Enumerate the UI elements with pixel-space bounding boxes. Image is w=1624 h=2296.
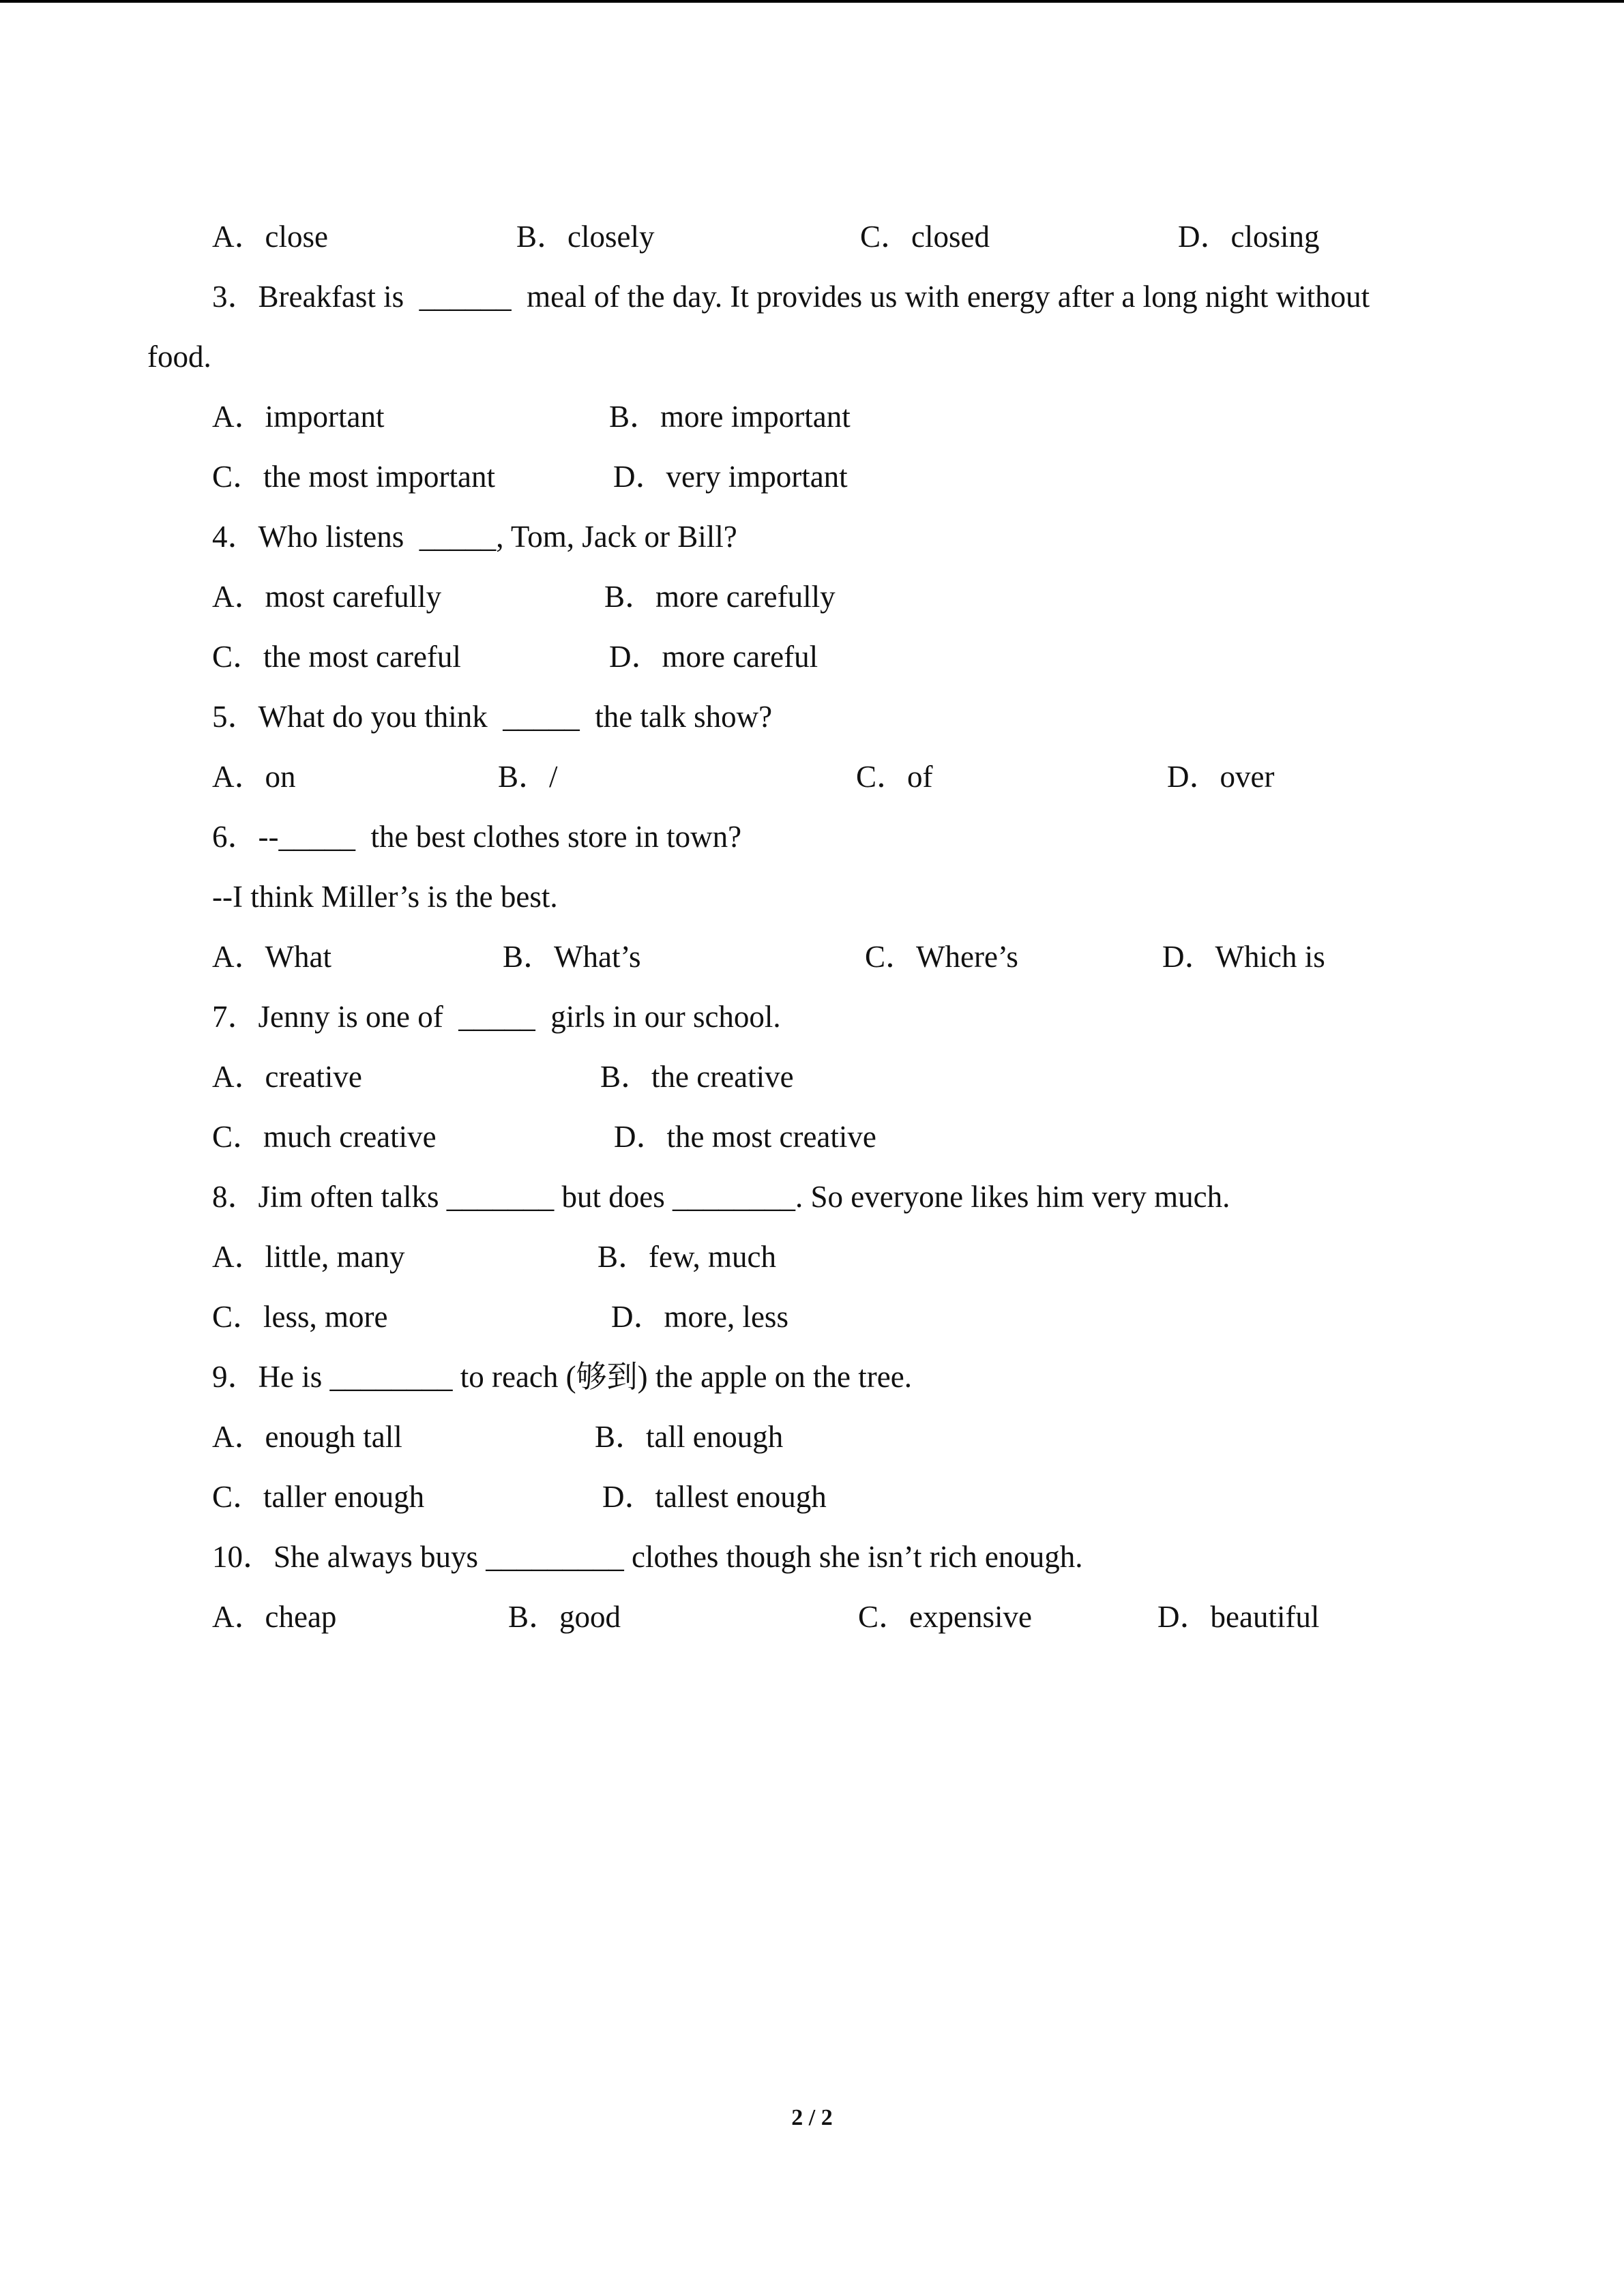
- q9-text: 9．He is ________ to reach (够到) the apple on the tree.: [212, 1360, 912, 1394]
- q4-options-row-2: [0, 629, 1624, 684]
- q6-reply-text: --I think Miller’s is the best.: [212, 880, 558, 914]
- q6-options-row: [0, 929, 1624, 984]
- q4-option-a: A．most carefully: [212, 580, 442, 614]
- q4-text: 4．Who listens _____, Tom, Jack or Bill?: [212, 520, 737, 554]
- q4-option-d: D．more careful: [609, 640, 818, 674]
- q5-option-d: D．over: [1167, 760, 1275, 794]
- q2-option-c: C．closed: [860, 220, 990, 254]
- q10-stem: [0, 1530, 1624, 1584]
- q5-option-b: B．/: [498, 760, 558, 794]
- q8-options-row-2: [0, 1289, 1624, 1344]
- q8-stem: [0, 1169, 1624, 1224]
- q6-option-b: B．What’s: [503, 940, 641, 974]
- q5-option-c: C．of: [856, 760, 933, 794]
- q5-options-row: [0, 749, 1624, 804]
- q10-option-a: A．cheap: [212, 1600, 337, 1634]
- q3-options-row-1: [0, 389, 1624, 444]
- q2-option-a: A．close: [212, 220, 328, 254]
- q4-option-c: C．the most careful: [212, 640, 461, 674]
- q3-option-d: D．very important: [613, 460, 848, 494]
- q8-option-b: B．few, much: [597, 1240, 777, 1274]
- q9-option-a: A．enough tall: [212, 1420, 402, 1454]
- q2-option-b: B．closely: [516, 220, 655, 254]
- q3-option-c: C．the most important: [212, 460, 495, 494]
- q4-stem: [0, 509, 1624, 564]
- q7-option-c: C．much creative: [212, 1120, 437, 1154]
- q4-options-row-1: [0, 569, 1624, 624]
- q9-option-d: D．tallest enough: [602, 1480, 827, 1514]
- q2-option-d: D．closing: [1178, 220, 1320, 254]
- q6-option-a: A．What: [212, 940, 331, 974]
- q6-option-d: D．Which is: [1162, 940, 1325, 974]
- q5-option-a: A．on: [212, 760, 296, 794]
- q8-text: 8．Jim often talks _______ but does ________. So everyone likes him very much.: [212, 1180, 1230, 1214]
- q2-options-row: [0, 209, 1624, 264]
- q7-text: 7．Jenny is one of _____ girls in our school.: [212, 1000, 781, 1034]
- q9-stem: [0, 1350, 1624, 1404]
- q7-option-a: A．creative: [212, 1060, 362, 1094]
- q6-dialogue-reply: [0, 869, 1624, 924]
- q3-option-b: B．more important: [609, 400, 851, 434]
- q7-stem: [0, 989, 1624, 1044]
- q5-text: 5．What do you think _____ the talk show?: [212, 700, 773, 734]
- q9-option-c: C．taller enough: [212, 1480, 425, 1514]
- q6-stem: [0, 809, 1624, 864]
- q8-options-row-1: [0, 1229, 1624, 1284]
- q7-options-row-2: [0, 1109, 1624, 1164]
- q8-option-a: A．little, many: [212, 1240, 405, 1274]
- q9-options-row-2: [0, 1470, 1624, 1524]
- q10-option-c: C．expensive: [858, 1600, 1032, 1634]
- q3-text-continued: food.: [147, 340, 211, 374]
- q9-options-row-1: [0, 1410, 1624, 1464]
- q8-option-c: C．less, more: [212, 1300, 388, 1334]
- q4-option-b: B．more carefully: [604, 580, 836, 614]
- q9-option-b: B．tall enough: [595, 1420, 784, 1454]
- q3-options-row-2: [0, 449, 1624, 504]
- q5-stem: [0, 689, 1624, 744]
- q10-options-row: [0, 1590, 1624, 1644]
- q7-option-b: B．the creative: [600, 1060, 794, 1094]
- q3-option-a: A．important: [212, 400, 385, 434]
- q3-stem: [0, 269, 1624, 324]
- q7-option-d: D．the most creative: [614, 1120, 876, 1154]
- q7-options-row-1: [0, 1049, 1624, 1104]
- page-number: 2 / 2: [791, 2105, 833, 2130]
- q10-option-b: B．good: [508, 1600, 621, 1634]
- q6-text: 6．--_____ the best clothes store in town?: [212, 820, 742, 854]
- q10-text: 10．She always buys _________ clothes though she isn’t rich enough.: [212, 1540, 1083, 1574]
- q8-option-d: D．more, less: [611, 1300, 788, 1334]
- q3-text: 3．Breakfast is ______ meal of the day. It provides us with energy after a long night without: [212, 280, 1370, 314]
- q6-option-c: C．Where’s: [865, 940, 1018, 974]
- q10-option-d: D．beautiful: [1157, 1600, 1320, 1634]
- q3-stem-continued: [0, 329, 1624, 384]
